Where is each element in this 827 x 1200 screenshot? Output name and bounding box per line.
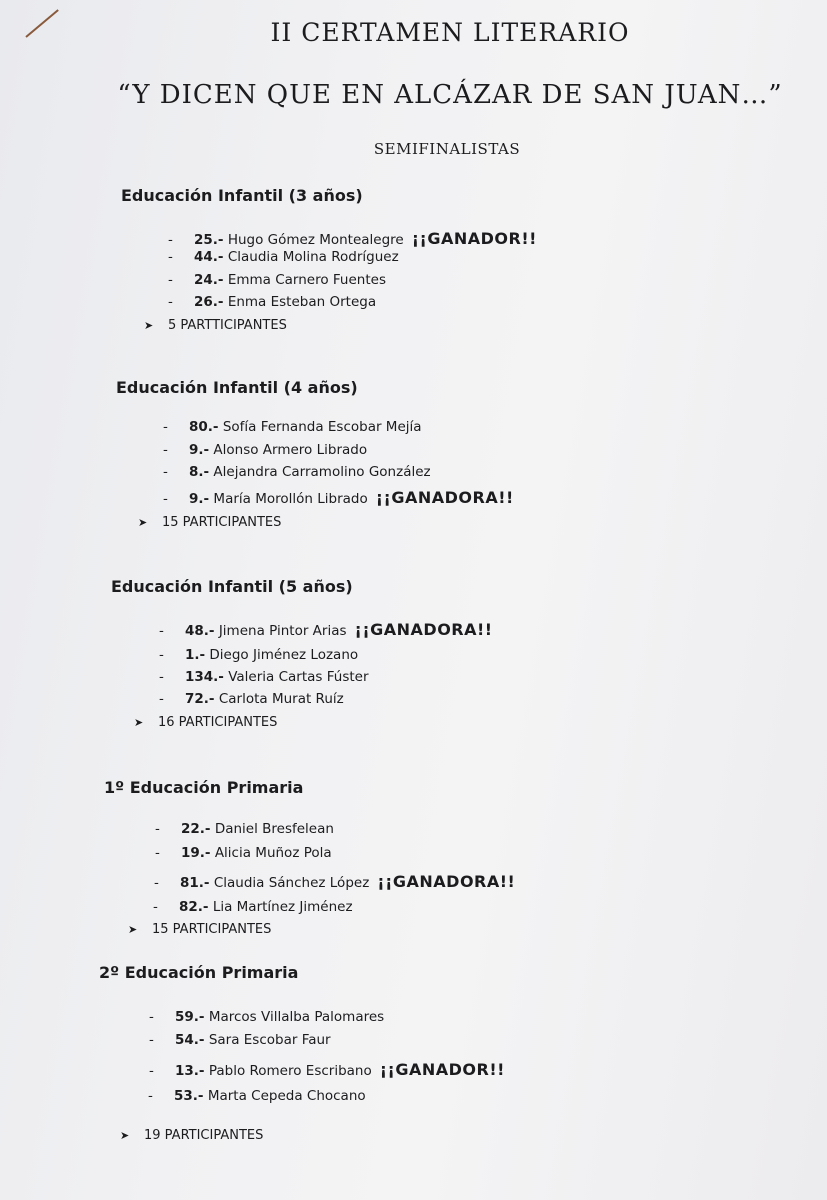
list-item: - 81.- Claudia Sánchez López ¡¡GANADORA!!: [154, 872, 516, 891]
section-primaria-1: [104, 778, 303, 797]
section-infantil-5: [111, 577, 353, 596]
list-item: - 24.- Emma Carnero Fuentes: [168, 272, 386, 288]
list-item: - 13.- Pablo Romero Escribano ¡¡GANADOR!!: [149, 1060, 505, 1079]
list-item: - 9.- María Morollón Librado ¡¡GANADORA!!: [163, 488, 514, 507]
document-subtitle: “Y DICEN QUE EN ALCÁZAR DE SAN JUAN…”: [117, 80, 783, 110]
list-item: - 26.- Enma Esteban Ortega: [168, 294, 377, 310]
participant-count: ➤ 16 PARTICIPANTES: [134, 715, 278, 730]
section-infantil-3: [121, 186, 363, 205]
list-item: - 44.- Claudia Molina Rodríguez: [168, 249, 399, 265]
section-heading: 2º Educación Primaria: [99, 963, 299, 982]
winner-label: ¡¡GANADORA!!: [377, 872, 516, 891]
section-primaria-2: [99, 963, 298, 982]
list-item: - 9.- Alonso Armero Librado: [163, 442, 368, 458]
participant-count: ➤ 15 PARTICIPANTES: [138, 515, 282, 530]
winner-label: ¡¡GANADOR!!: [411, 229, 537, 248]
arrow-bullet-icon: ➤: [128, 923, 138, 936]
list-item: - 54.- Sara Escobar Faur: [149, 1032, 331, 1048]
section-infantil-4: [116, 378, 358, 397]
list-item: - 134.- Valeria Cartas Fúster: [159, 669, 369, 685]
section-heading: Educación Infantil (4 años): [116, 378, 358, 397]
section-heading: 1º Educación Primaria: [104, 778, 304, 797]
list-item: - 82.- Lia Martínez Jiménez: [153, 899, 353, 915]
section-heading: Educación Infantil (5 años): [111, 577, 353, 596]
list-label: SEMIFINALISTAS: [373, 140, 521, 158]
arrow-bullet-icon: ➤: [144, 319, 154, 332]
participant-count: ➤ 5 PARTTICIPANTES: [144, 318, 287, 333]
list-item: - 48.- Jimena Pintor Arias ¡¡GANADORA!!: [159, 620, 493, 639]
list-item: - 80.- Sofía Fernanda Escobar Mejía: [163, 419, 422, 435]
winner-label: ¡¡GANADORA!!: [375, 488, 514, 507]
list-item: - 53.- Marta Cepeda Chocano: [148, 1088, 366, 1104]
arrow-bullet-icon: ➤: [134, 716, 144, 729]
winner-label: ¡¡GANADOR!!: [379, 1060, 505, 1079]
winner-label: ¡¡GANADORA!!: [354, 620, 493, 639]
section-heading: Educación Infantil (3 años): [121, 186, 363, 205]
arrow-bullet-icon: ➤: [138, 516, 148, 529]
participant-count: ➤ 19 PARTICIPANTES: [120, 1128, 264, 1143]
participant-count: ➤ 15 PARTICIPANTES: [128, 922, 272, 937]
document-title: II CERTAMEN LITERARIO: [270, 18, 630, 47]
list-item: - 1.- Diego Jiménez Lozano: [159, 647, 359, 663]
list-item: - 8.- Alejandra Carramolino González: [163, 464, 431, 480]
arrow-bullet-icon: ➤: [120, 1129, 130, 1142]
list-item: - 72.- Carlota Murat Ruíz: [159, 691, 344, 707]
list-item: - 25.- Hugo Gómez Montealegre ¡¡GANADOR!!: [168, 229, 537, 248]
list-item: - 59.- Marcos Villalba Palomares: [149, 1009, 385, 1025]
list-item: - 22.- Daniel Bresfelean: [155, 821, 334, 837]
list-item: - 19.- Alicia Muñoz Pola: [155, 845, 332, 861]
